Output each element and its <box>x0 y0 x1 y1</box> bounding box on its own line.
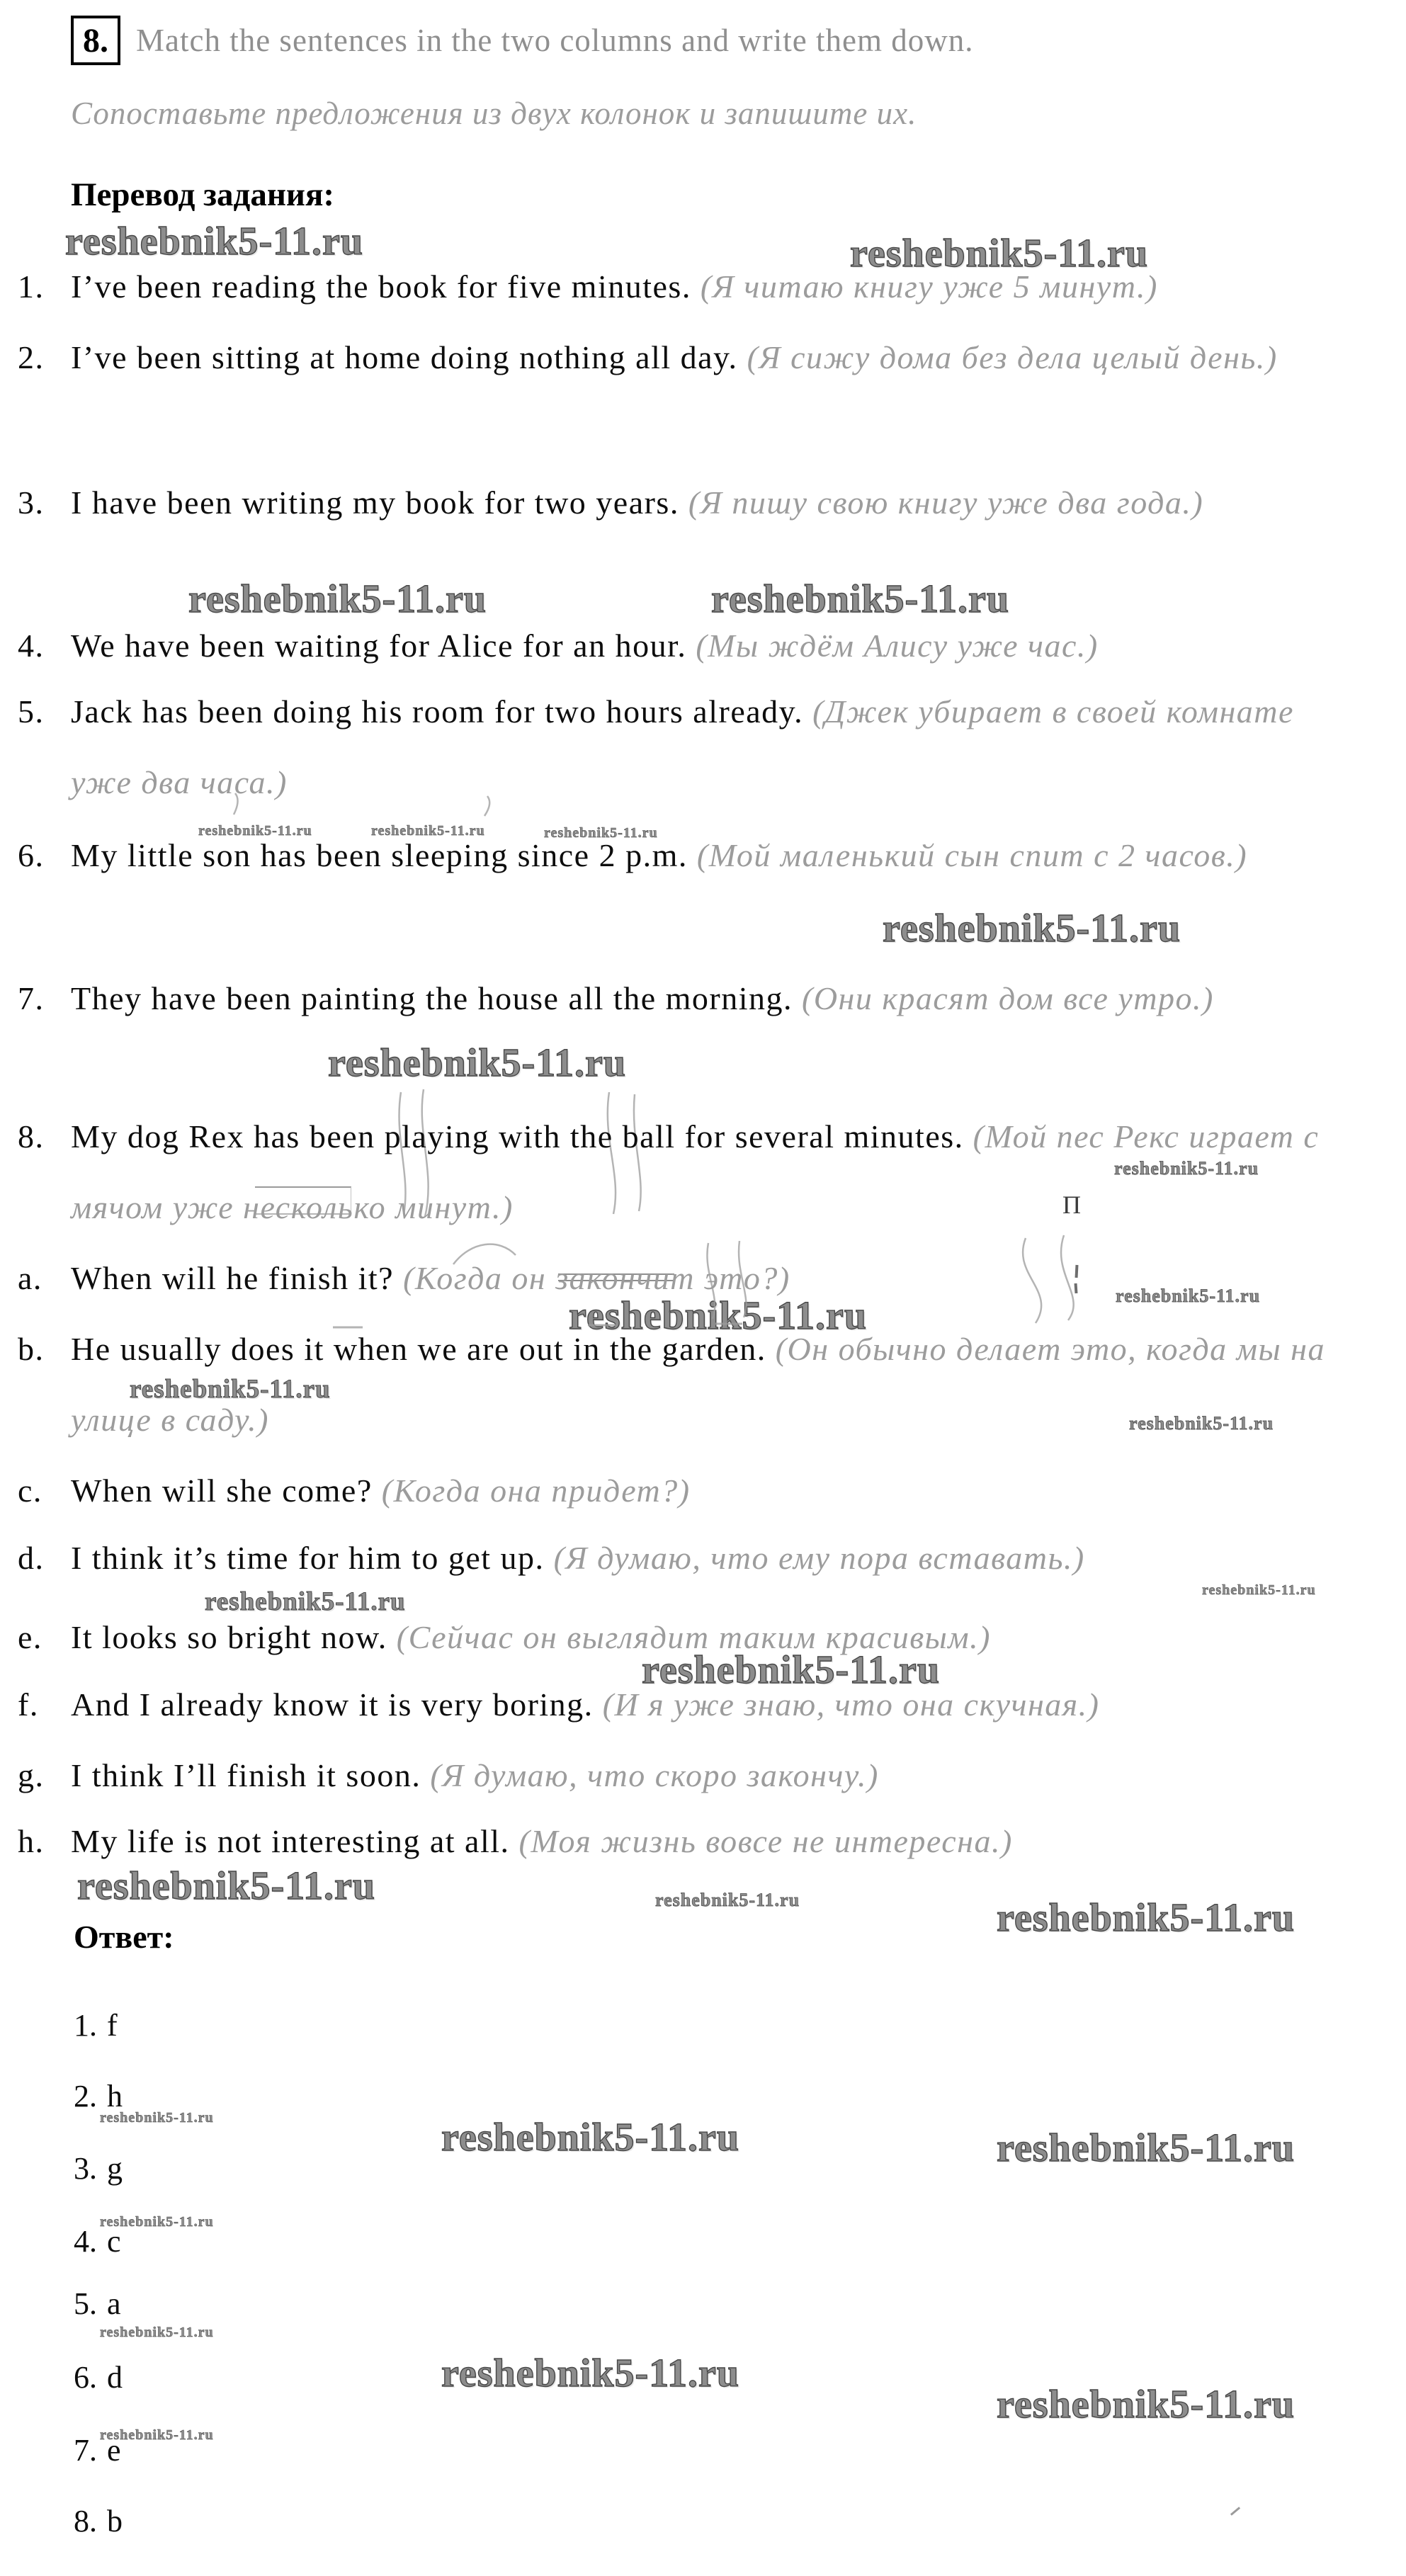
watermark: reshebnik5-11.ru <box>371 823 485 839</box>
item-line <box>18 1101 1346 1243</box>
item-line <box>18 322 1346 393</box>
item-text-ru: (Я сижу дома без дела целый день.) <box>747 339 1278 375</box>
watermark: reshebnik5-11.ru <box>328 1041 627 1085</box>
letter-item-number: c. <box>18 1473 42 1509</box>
watermark: reshebnik5-11.ru <box>1114 1158 1259 1179</box>
answer-heading: Ответ: <box>74 1919 174 1955</box>
watermark: reshebnik5-11.ru <box>441 2351 740 2395</box>
task-header <box>71 16 973 65</box>
answer-number: 2. <box>74 2079 97 2113</box>
answer-number: 3. <box>74 2151 97 2186</box>
watermark: reshebnik5-11.ru <box>441 2116 740 2160</box>
watermark: reshebnik5-11.ru <box>100 2427 214 2443</box>
item-text-ru: (Джек убирает в своей комнате уже два часа.) <box>71 693 1294 800</box>
item-number: 1. <box>18 268 45 305</box>
letter-item-text-en: I think it’s time for him to get up. <box>71 1540 545 1576</box>
letter-item-number: d. <box>18 1540 45 1576</box>
item-number: 7. <box>18 980 45 1016</box>
watermark: reshebnik5-11.ru <box>1116 1286 1261 1306</box>
watermark: reshebnik5-11.ru <box>205 1587 406 1616</box>
letter-item-text-en: I think I’ll finish it soon. <box>71 1757 421 1793</box>
item-text-en: I’ve been sitting at home doing nothing all day. <box>71 339 738 375</box>
letter-item-text-en: When will she come? <box>71 1473 373 1509</box>
task-title: Match the sentences in the two columns and write them down. <box>136 23 974 58</box>
item-text-ru: (Мой пес Рекс играет с мячом уже несколько минут.) <box>71 1118 1320 1225</box>
item-line <box>18 467 1346 538</box>
letter-item-line <box>18 1740 1346 1811</box>
letter-item-text-ru: (Когда он закончит это?) <box>403 1260 790 1296</box>
letter-item-line <box>18 1523 1346 1594</box>
item-line <box>18 963 1346 1034</box>
item-text-en: I have been writing my book for two years. <box>71 484 679 521</box>
letter-item-number: a. <box>18 1260 42 1296</box>
item-line <box>18 820 1346 891</box>
answer-number: 4. <box>74 2224 97 2259</box>
answer-letter: e <box>107 2433 121 2468</box>
watermark: reshebnik5-11.ru <box>188 577 487 621</box>
letter-item-text-en: He usually does it when we are out in the garden. <box>71 1331 766 1367</box>
answer-letter: f <box>107 2008 118 2043</box>
answer-letter: g <box>107 2151 123 2186</box>
watermark: reshebnik5-11.ru <box>198 823 312 839</box>
letter-item-text-ru: (Я думаю, что скоро закончу.) <box>430 1757 879 1793</box>
answer-line <box>74 2206 121 2277</box>
item-line <box>18 676 1346 818</box>
item-number: 4. <box>18 628 45 664</box>
item-text-ru: (Мы ждём Алису уже час.) <box>696 628 1099 664</box>
answer-number: 7. <box>74 2433 97 2468</box>
letter-item-line <box>18 1456 1346 1526</box>
item-text-ru: (Я пишу свою книгу уже два года.) <box>688 484 1204 521</box>
item-text-en: My little son has been sleeping since 2 p.m. <box>71 837 688 873</box>
watermark: reshebnik5-11.ru <box>655 1890 800 1910</box>
watermark: reshebnik5-11.ru <box>544 825 658 841</box>
item-line <box>18 251 1346 322</box>
answer-line <box>74 2269 121 2339</box>
item-line <box>18 611 1346 681</box>
letter-item-number: b. <box>18 1331 45 1367</box>
letter-item-line <box>18 1669 1346 1740</box>
task-subtitle: Сопоставьте предложения из двух колонок и запишите их. <box>71 96 917 131</box>
letter-item-text-ru: (Сейчас он выглядит таким красивым.) <box>396 1619 991 1655</box>
watermark: reshebnik5-11.ru <box>77 1864 376 1908</box>
answer-line <box>74 2133 123 2204</box>
letter-item-text-en: My life is not interesting at all. <box>71 1823 510 1859</box>
letter-item-line <box>18 1806 1346 1877</box>
tick-artifact <box>1230 2507 1240 2516</box>
answer-number: 6. <box>74 2360 97 2395</box>
item-text-en: They have been painting the house all the morning. <box>71 980 793 1016</box>
task-number-box: 8. <box>71 16 120 65</box>
answer-line <box>74 1990 118 2061</box>
letter-item-number: f. <box>18 1686 39 1723</box>
answer-letter: d <box>107 2360 123 2395</box>
item-number: 3. <box>18 484 45 521</box>
watermark: reshebnik5-11.ru <box>1202 1582 1316 1598</box>
letter-item-text-en: When will he finish it? <box>71 1260 395 1296</box>
answer-number: 8. <box>74 2504 97 2538</box>
answer-line <box>74 2415 121 2486</box>
answer-letter: c <box>107 2224 121 2259</box>
item-text-ru: (Я читаю книгу уже 5 минут.) <box>700 268 1158 305</box>
watermark: reshebnik5-11.ru <box>100 2110 214 2126</box>
watermark: reshebnik5-11.ru <box>130 1375 331 1404</box>
letter-item-number: g. <box>18 1757 45 1793</box>
answer-line <box>74 2061 123 2132</box>
answer-line <box>74 2486 123 2557</box>
answer-letter: h <box>107 2079 123 2113</box>
item-text-ru: (Они красят дом все утро.) <box>802 980 1214 1016</box>
item-number: 5. <box>18 693 45 730</box>
letter-item-line <box>18 1243 1346 1314</box>
letter-item-text-ru: (Я думаю, что ему пора вставать.) <box>553 1540 1085 1576</box>
letter-item-number: h. <box>18 1823 45 1859</box>
item-number: 6. <box>18 837 45 873</box>
letter-item-line <box>18 1314 1346 1456</box>
item-text-ru: (Мой маленький сын спит с 2 часов.) <box>696 837 1248 873</box>
watermark: reshebnik5-11.ru <box>997 1896 1296 1940</box>
watermark: reshebnik5-11.ru <box>100 2214 214 2230</box>
item-text-en: I’ve been reading the book for five minutes. <box>71 268 691 305</box>
item-number: 8. <box>18 1118 45 1154</box>
watermark: reshebnik5-11.ru <box>642 1648 941 1692</box>
answer-letter: b <box>107 2504 123 2538</box>
watermark: reshebnik5-11.ru <box>997 2383 1296 2427</box>
item-text-en: My dog Rex has been playing with the ball for several minutes. <box>71 1118 964 1154</box>
letter-item-text-en: It looks so bright now. <box>71 1619 387 1655</box>
answer-letter: a <box>107 2286 121 2321</box>
watermark: reshebnik5-11.ru <box>1129 1413 1274 1434</box>
letter-item-line <box>18 1602 1346 1673</box>
letter-item-number: e. <box>18 1619 42 1655</box>
watermark: reshebnik5-11.ru <box>65 220 364 263</box>
watermark: reshebnik5-11.ru <box>569 1294 868 1338</box>
watermark: reshebnik5-11.ru <box>883 907 1181 951</box>
watermark: reshebnik5-11.ru <box>711 577 1010 621</box>
letter-item-text-en: And I already know it is very boring. <box>71 1686 594 1723</box>
item-text-en: Jack has been doing his room for two hours already. <box>71 693 804 730</box>
watermark: reshebnik5-11.ru <box>850 232 1149 276</box>
item-number: 2. <box>18 339 45 375</box>
answer-number: 1. <box>74 2008 97 2043</box>
translation-heading: Перевод задания: <box>71 176 335 213</box>
watermark: reshebnik5-11.ru <box>997 2126 1296 2170</box>
item-text-en: We have been waiting for Alice for an hour. <box>71 628 687 664</box>
letter-item-text-ru: (И я уже знаю, что она скучная.) <box>602 1686 1100 1723</box>
letter-item-text-ru: (Когда она придет?) <box>381 1473 691 1509</box>
letter-item-text-ru: (Моя жизнь вовсе не интересна.) <box>518 1823 1013 1859</box>
answer-number: 5. <box>74 2286 97 2321</box>
watermark: reshebnik5-11.ru <box>100 2325 214 2340</box>
answer-line <box>74 2342 123 2413</box>
stray-glyph: П <box>1062 1191 1081 1219</box>
letter-item-text-ru: (Он обычно делает это, когда мы на улице в саду.) <box>71 1331 1325 1438</box>
